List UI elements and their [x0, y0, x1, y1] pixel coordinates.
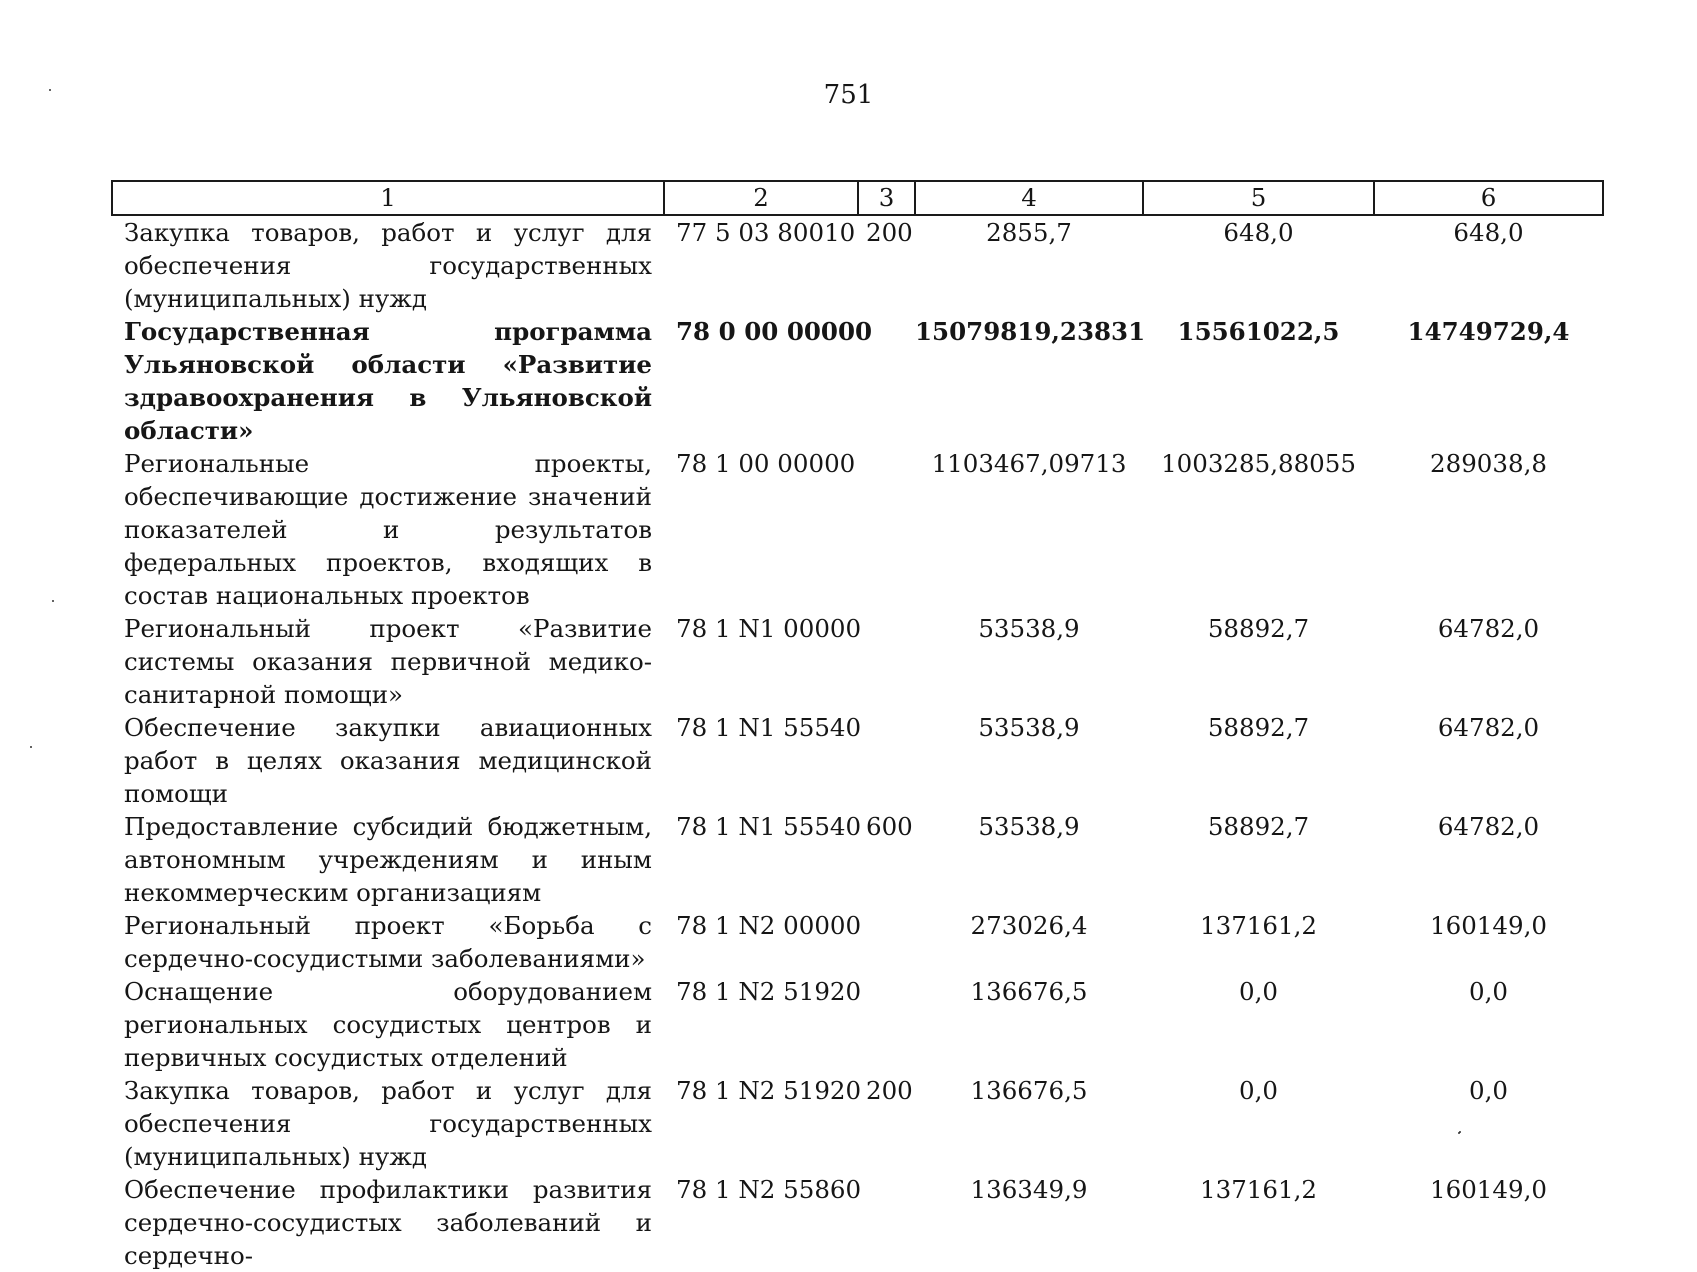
amount-col4-cell: 53538,9 [978, 812, 1080, 841]
table-row [112, 810, 1603, 909]
row-name-cell: Закупка товаров, работ и услуг для обеспечения государственных (муниципальных) нужд [124, 1076, 652, 1171]
row-name-cell: Государственная программа Ульяновской области «Развитие здравоохранения в Ульяновской области» [124, 317, 652, 445]
expense-type-cell [858, 612, 915, 711]
column-header-2: 2 [664, 181, 858, 215]
amount-col6-cell: 64782,0 [1437, 812, 1540, 841]
target-code-cell: 78 1 N2 00000 [676, 911, 862, 940]
amount-col5-cell: 0,0 [1239, 977, 1278, 1006]
scan-speck [30, 746, 32, 748]
amount-col5-cell: 137161,2 [1200, 911, 1317, 940]
amount-col5-cell: 648,0 [1223, 218, 1294, 247]
amount-col4-cell: 53538,9 [978, 614, 1080, 643]
column-header-4: 4 [915, 181, 1143, 215]
amount-col4-cell: 2855,7 [986, 218, 1072, 247]
table-row [112, 711, 1603, 810]
target-code-cell: 78 1 N2 51920 [676, 977, 862, 1006]
expense-type-cell: 600 [866, 812, 913, 841]
amount-col4-cell: 136676,5 [970, 977, 1088, 1006]
budget-table [111, 180, 1604, 1272]
expense-type-cell [858, 447, 915, 612]
table-row [112, 315, 1603, 447]
target-code-cell: 78 1 00 00000 [676, 449, 856, 478]
table-row [112, 909, 1603, 975]
target-code-cell: 77 5 03 80010 [676, 218, 856, 247]
table-row [112, 1074, 1603, 1173]
scan-speck [49, 89, 51, 91]
expense-type-cell [858, 909, 915, 975]
amount-col5-cell: 58892,7 [1207, 713, 1310, 742]
row-name-cell: Региональный проект «Развитие системы оказания первичной медико-санитарной помощи» [124, 614, 652, 709]
target-code-cell: 78 1 N2 51920 [676, 1076, 862, 1105]
table-row [112, 215, 1603, 315]
header-row [112, 181, 1603, 215]
amount-col6-cell: 648,0 [1453, 218, 1524, 247]
amount-col5-cell: 0,0 [1239, 1076, 1278, 1105]
amount-col6-cell: 64782,0 [1437, 713, 1540, 742]
target-code-cell: 78 1 N1 55540 [676, 812, 862, 841]
page-number: 751 [823, 80, 874, 110]
expense-type-cell [858, 711, 915, 810]
amount-col5-cell: 58892,7 [1207, 614, 1310, 643]
row-name-cell: Региональные проекты, обеспечивающие достижение значений показателей и результатов федеральных проектов, входящих в состав национальных проектов [124, 449, 652, 610]
amount-col5-cell: 15561022,5 [1177, 317, 1340, 346]
row-name-cell: Обеспечение профилактики развития сердечно-сосудистых заболеваний и сердечно- [124, 1175, 652, 1270]
row-name-cell: Предоставление субсидий бюджетным, автономным учреждениям и иным некоммерческим организациям [124, 812, 652, 907]
amount-col6-cell: 0,0 [1469, 977, 1508, 1006]
expense-type-cell: 200 [866, 218, 913, 247]
expense-type-cell [858, 1173, 915, 1272]
column-header-1: 1 [112, 181, 664, 215]
target-code-cell: 78 1 N1 55540 [676, 713, 862, 742]
amount-col4-cell: 15079819,23831 [915, 317, 1146, 346]
table-row [112, 1173, 1603, 1272]
amount-col6-cell: 160149,0 [1430, 1175, 1547, 1204]
row-name-cell: Обеспечение закупки авиационных работ в целях оказания медицинской помощи [124, 713, 652, 808]
row-name-cell: Региональный проект «Борьба с сердечно-сосудистыми заболеваниями» [124, 911, 652, 973]
amount-col6-cell: 160149,0 [1430, 911, 1547, 940]
amount-col6-cell: 0,0 [1469, 1076, 1508, 1105]
amount-col4-cell: 1103467,09713 [931, 449, 1127, 478]
expense-type-cell: 200 [866, 1076, 913, 1105]
budget-table-container [111, 180, 1602, 1272]
table-row [112, 447, 1603, 612]
scan-speck [1458, 1132, 1460, 1134]
amount-col6-cell: 289038,8 [1430, 449, 1547, 478]
amount-col4-cell: 136676,5 [970, 1076, 1088, 1105]
target-code-cell: 78 1 N1 00000 [676, 614, 862, 643]
row-name-cell: Закупка товаров, работ и услуг для обеспечения государственных (муниципальных) нужд [124, 218, 652, 313]
column-header-5: 5 [1143, 181, 1374, 215]
amount-col6-cell: 14749729,4 [1407, 317, 1570, 346]
amount-col5-cell: 137161,2 [1200, 1175, 1317, 1204]
column-header-6: 6 [1374, 181, 1603, 215]
target-code-cell: 78 0 00 00000 [676, 317, 873, 346]
amount-col4-cell: 136349,9 [970, 1175, 1088, 1204]
amount-col5-cell: 58892,7 [1207, 812, 1310, 841]
expense-type-cell [858, 975, 915, 1074]
table-body [112, 215, 1603, 1272]
amount-col5-cell: 1003285,88055 [1161, 449, 1356, 478]
column-header-3: 3 [858, 181, 915, 215]
target-code-cell: 78 1 N2 55860 [676, 1175, 862, 1204]
amount-col4-cell: 53538,9 [978, 713, 1080, 742]
scan-speck [52, 600, 54, 602]
amount-col6-cell: 64782,0 [1437, 614, 1540, 643]
table-row [112, 975, 1603, 1074]
row-name-cell: Оснащение оборудованием региональных сосудистых центров и первичных сосудистых отделений [124, 977, 652, 1072]
amount-col4-cell: 273026,4 [970, 911, 1088, 940]
table-row [112, 612, 1603, 711]
